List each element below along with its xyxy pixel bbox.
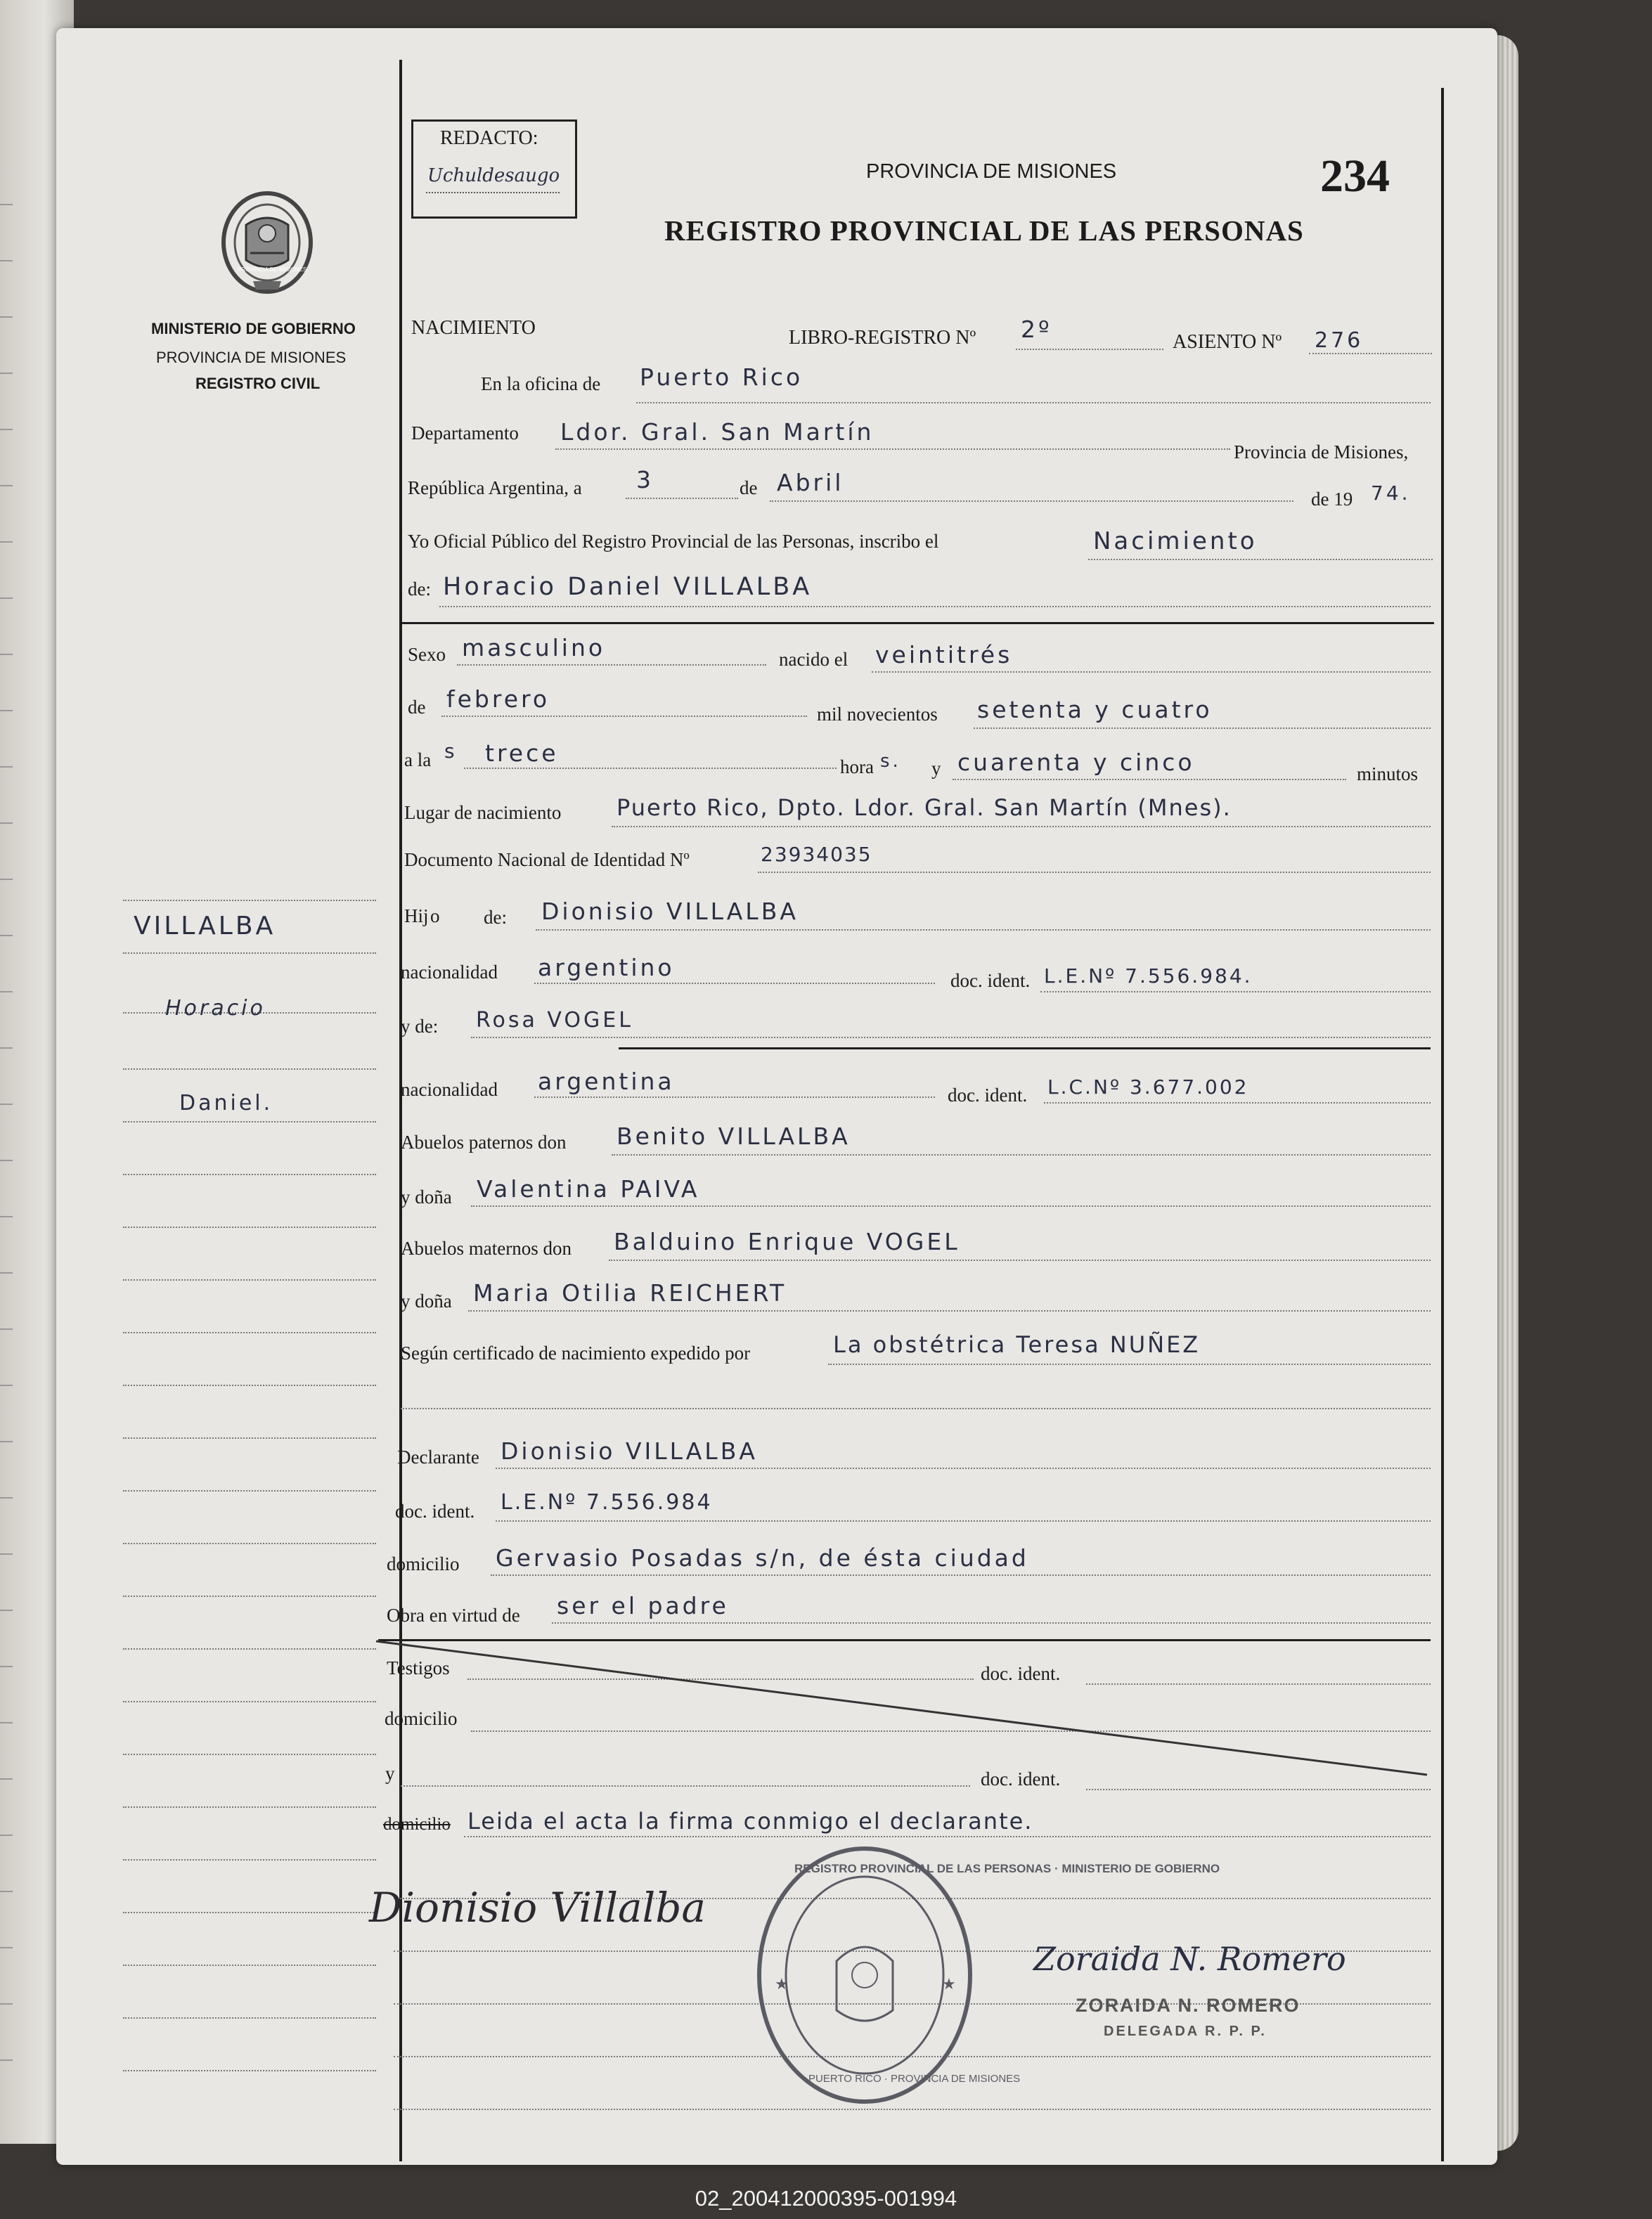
hijo-de-label: de: <box>484 907 507 928</box>
mother-de-label: y de: <box>401 1016 439 1037</box>
dni-value: 23934035 <box>761 843 872 866</box>
hour-value: trece <box>485 739 559 767</box>
year-label: de 19 <box>1311 489 1353 510</box>
ministry-name: MINISTERIO DE GOBIERNO <box>151 320 356 337</box>
certificate-value: La obstétrica Teresa NUÑEZ <box>833 1331 1201 1358</box>
right-rule <box>1441 88 1444 2161</box>
officer-stamp-name: ZORAIDA N. ROMERO <box>1076 1995 1301 2016</box>
a-la-label: a la <box>404 749 432 770</box>
maternos-label: Abuelos maternos don <box>401 1238 572 1259</box>
margin-rule <box>399 60 402 2161</box>
image-caption: 02_200412000395-001994 <box>695 2186 957 2211</box>
declarante-label: Declarante <box>397 1447 479 1468</box>
inscription-value: Nacimiento <box>1093 527 1258 555</box>
maternal-grandfather: Balduino Enrique VOGEL <box>614 1228 960 1255</box>
closing-statement: Leida el acta la firma conmigo el declarante. <box>467 1808 1033 1835</box>
libro-value: 2º <box>1021 316 1052 343</box>
departamento-value: Ldor. Gral. San Martín <box>560 418 875 446</box>
horas-suffix: s. <box>880 751 901 772</box>
registrant-name: Horacio Daniel VILLALBA <box>443 573 813 601</box>
oficina-label: En la oficina de <box>481 373 601 394</box>
redacto-signature: Uchuldesaugo <box>427 165 560 186</box>
y-label: y <box>931 758 941 779</box>
obra-value: ser el padre <box>557 1592 729 1619</box>
father-nationality-label: nacionalidad <box>401 962 498 983</box>
paternos-label: Abuelos paternos don <box>401 1132 567 1153</box>
margin-first-name: Horacio <box>165 996 266 1021</box>
testigos-label: Testigos <box>387 1657 450 1678</box>
declarante-doc-label: doc. ident. <box>395 1501 475 1522</box>
lugar-label: Lugar de nacimiento <box>404 802 562 823</box>
declarant-signature: Dionisio Villalba <box>369 1884 706 1932</box>
margin-surname: VILLALBA <box>134 912 276 940</box>
maternal-dona-label: y doña <box>401 1290 452 1312</box>
hour-prefix: s <box>444 739 458 763</box>
page-title: REGISTRO PROVINCIAL DE LAS PERSONAS <box>664 214 1304 247</box>
struck-domicilio-label: domicilio <box>383 1815 451 1834</box>
declarante-doc: L.E.Nº 7.556.984 <box>501 1490 713 1515</box>
domicilio-label: domicilio <box>387 1553 460 1574</box>
nacido-label: nacido el <box>779 649 848 670</box>
dni-label: Documento Nacional de Identidad Nº <box>404 849 690 870</box>
redacto-label: REDACTO: <box>440 127 538 149</box>
horas-label: hora <box>840 756 874 777</box>
witness-doc-label: doc. ident. <box>981 1768 1061 1790</box>
certificate-label: Según certificado de nacimiento expedido por <box>401 1343 751 1364</box>
mother-name: Rosa VOGEL <box>476 1008 633 1033</box>
minutes-value: cuarenta y cinco <box>957 749 1195 776</box>
mother-doc: L.C.Nº 3.677.002 <box>1047 1075 1249 1099</box>
officer-stamp-title: DELEGADA R. P. P. <box>1104 2024 1267 2039</box>
father-name: Dionisio VILLALBA <box>541 898 799 925</box>
nacido-value: veintitrés <box>875 641 1013 668</box>
stamp-seal-icon <box>752 1842 977 2109</box>
obra-label: Obra en virtud de <box>387 1605 520 1626</box>
svg-text:★: ★ <box>942 1975 956 1993</box>
testigos-doc-label: doc. ident. <box>981 1663 1061 1684</box>
year-words-value: setenta y cuatro <box>977 696 1213 723</box>
birth-month-value: febrero <box>446 685 550 713</box>
mil-label: mil novecientos <box>817 704 938 725</box>
domicilio-value: Gervasio Posadas s/n, de ésta ciudad <box>496 1544 1029 1572</box>
svg-text:★: ★ <box>775 1975 789 1993</box>
departamento-label: Departamento <box>411 422 519 444</box>
header-province: PROVINCIA DE MISIONES <box>866 160 1117 183</box>
asiento-value: 276 <box>1315 328 1364 353</box>
officer-signature: Zoraida N. Romero <box>1033 1940 1346 1978</box>
mother-nationality: argentina <box>538 1068 675 1095</box>
seal-outer-text: REGISTRO PROVINCIAL DE LAS PERSONAS · MINISTERIO DE GOBIERNO <box>794 1862 1220 1875</box>
margin-second-name: Daniel. <box>179 1091 273 1115</box>
logo-inscription: PROVINCIA DE MISIONES <box>238 266 307 273</box>
oficina-value: Puerto Rico <box>640 363 804 391</box>
sexo-label: Sexo <box>408 644 446 665</box>
minutos-label: minutos <box>1357 763 1419 784</box>
ministry-registry: REGISTRO CIVIL <box>195 375 321 392</box>
redacto-box <box>411 119 577 219</box>
hijo-label: Hij <box>404 905 429 926</box>
asiento-label: ASIENTO Nº <box>1173 331 1282 353</box>
de-label: de <box>740 477 758 498</box>
father-doc: L.E.Nº 7.556.984. <box>1044 964 1253 988</box>
month-value: Abril <box>777 469 844 496</box>
strike-through-line <box>373 1638 1434 1778</box>
mother-doc-label: doc. ident. <box>948 1085 1028 1106</box>
mother-nationality-label: nacionalidad <box>401 1079 498 1100</box>
witness-domicilio-label: domicilio <box>385 1708 458 1729</box>
page-number: 234 <box>1320 150 1390 202</box>
year-value: 74. <box>1371 481 1411 505</box>
paternal-dona-label: y doña <box>401 1186 452 1208</box>
seal-inner-text: PUERTO RICO · PROVINCIA DE MISIONES <box>808 2073 1021 2085</box>
inscription-text: Yo Oficial Público del Registro Provincial de las Personas, inscribo el <box>408 531 939 552</box>
father-nationality: argentino <box>538 954 675 981</box>
father-doc-label: doc. ident. <box>950 970 1031 991</box>
libro-label: LIBRO-REGISTRO Nº <box>789 327 976 349</box>
birth-de-label: de <box>408 697 426 718</box>
record-type-label: NACIMIENTO <box>411 317 536 339</box>
witness-y-label: y <box>385 1763 395 1784</box>
hijo-suffix: o <box>430 905 440 926</box>
maternal-grandmother: Maria Otilia REICHERT <box>473 1279 787 1307</box>
republica-label: República Argentina, a <box>408 477 582 498</box>
declarante-value: Dionisio VILLALBA <box>501 1437 758 1465</box>
ministry-province: PROVINCIA DE MISIONES <box>156 349 347 366</box>
sexo-value: masculino <box>462 634 606 661</box>
paternal-grandmother: Valentina PAIVA <box>477 1175 700 1203</box>
lugar-value: Puerto Rico, Dpto. Ldor. Gral. San Martín (Mnes). <box>617 794 1232 821</box>
inscription-de-label: de: <box>408 578 431 600</box>
day-value: 3 <box>636 466 654 493</box>
paternal-grandfather: Benito VILLALBA <box>617 1123 851 1150</box>
coat-of-arms-icon <box>211 183 323 295</box>
provincia-suffix: Provincia de Misiones, <box>1234 441 1409 462</box>
